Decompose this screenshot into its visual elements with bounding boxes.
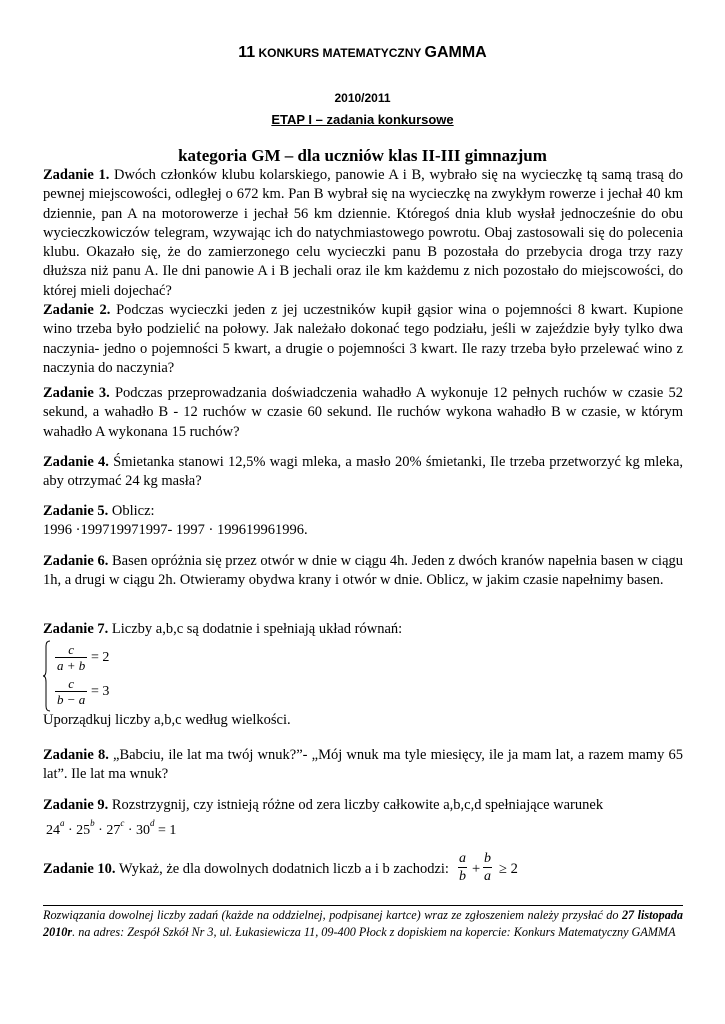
task-label: Zadanie 10. xyxy=(43,861,116,877)
title-number: 11 xyxy=(238,44,256,61)
fraction-numerator: a xyxy=(459,851,466,866)
task-8 xyxy=(43,746,683,785)
task-text: Podczas przeprowadzania doświadczenia wahadło A wykonuje 12 pełnych ruchów w czasie 52 sekund, a wahadło B - 12 ruchów w czasie 60 sekund. Ile ruchów wykona wahadło B w czasie, w którym wahadło A wykonana 15 ruchów? xyxy=(43,385,683,440)
equation-system xyxy=(43,640,133,712)
exponent-b: b xyxy=(90,818,95,828)
task-label: Zadanie 1. xyxy=(43,167,110,183)
category-heading: kategoria GM – dla uczniów klas II-III gimnazjum xyxy=(178,146,547,165)
formula-rhs: = 1 xyxy=(158,823,177,838)
equation-1-rhs: = 2 xyxy=(91,650,110,665)
equation-2-denominator: b − a xyxy=(57,692,86,707)
footer-deadline: 27 listopada 2010r xyxy=(43,908,683,939)
exponent-d: d xyxy=(150,818,155,828)
task-text: Basen opróżnia się przez otwór w dnie w ciągu 4h. Jeden z dwóch kranów napełnia basen w ciągu 1h, a drugi w ciągu 2h. Otwieramy obydwa krany i otwór w dnie. Oblicz, w jakim czasie napełnimy basen. xyxy=(43,553,684,589)
base-3: 27 xyxy=(106,823,121,838)
fraction-denominator: b xyxy=(459,869,466,884)
task-label: Zadanie 4. xyxy=(43,454,109,470)
fraction-a-over-b xyxy=(458,850,467,885)
equation-2-numerator: c xyxy=(68,676,75,691)
task-label: Zadanie 2. xyxy=(43,302,111,318)
task-label: Zadanie 9. xyxy=(43,797,109,813)
equation-1-fraction xyxy=(55,642,87,673)
task-6 xyxy=(43,552,683,591)
equation-2-rhs: = 3 xyxy=(91,684,110,699)
task-2 xyxy=(43,301,683,378)
inequality-rhs: ≥ 2 xyxy=(499,861,518,877)
task-text: „Babciu, ile lat ma twój wnuk?”- „Mój wnuk ma tyle miesięcy, ile ja mam lat, a razem mamy 65 lat”. Ile lat ma wnuk? xyxy=(43,747,684,783)
exponent-a: a xyxy=(60,818,65,828)
task-text: Oblicz: xyxy=(108,503,155,519)
task-7 xyxy=(43,620,683,639)
task-text: Liczby a,b,c są dodatnie i spełniają układ równań: xyxy=(108,621,403,637)
task-text: Podczas wycieczki jeden z jej uczestników kupił gąsior wina o pojemności 8 kwart. Kupione wino trzeba było podzielić na połowy. Jak należało dokonać tego podziału, jeśli w zajeździe były tylko dwa naczynia- jedno o pojemności 5 kwart, a drugie o pojemności 3 kwart. Ile razy trzeba było przelewać wino z naczynia do naczynia? xyxy=(43,302,684,376)
fraction-denominator: a xyxy=(484,869,491,884)
task-label: Zadanie 3. xyxy=(43,385,110,401)
task-5 xyxy=(43,502,683,541)
footer-text-2: . na adres: Zespół Szkół Nr 3, ul. Łukasiewicza 11, 09-400 Płock z dopiskiem na kopercie: Konkurs Matematyczny GAMMA xyxy=(72,925,676,939)
submission-footer xyxy=(43,907,683,941)
contest-title xyxy=(0,44,725,62)
left-brace-icon xyxy=(43,640,51,712)
base-2: 25 xyxy=(76,823,91,838)
footer-divider xyxy=(43,905,683,906)
task-9-formula: $24^a \cdot 25^b \cdot 27^c \cdot 30^d = 1$ xyxy=(46,818,177,838)
task-text: Rozstrzygnij, czy istnieją różne od zera liczby całkowite a,b,c,d spełniające warunek xyxy=(108,797,604,813)
title-name: GAMMA xyxy=(424,44,487,61)
task-label: Zadanie 5. xyxy=(43,503,109,519)
task-text: Dwóch członków klubu kolarskiego, panowie A i B, wybrało się na wycieczkę tą samą trasą do pewnej miejscowości, odległej o 672 km. Pan B wybrał się na wycieczkę na zwykłym rowerze i jechał 40 km dziennie, pan A na motorowerze i jechał 56 km dziennie. Któregoś dnia klub wysłał jednocześnie do obu wycieczkowiczów telegram, wzywając ich do natychmiastowego powrotu. Obaj zastosowali się do polecenia klubu. Okazało się, że do zamierzonego celu wycieczki panu B pozostała do przebycia droga trzy razy dłuższa niż panu A. Ile dni panowie A i B jechali oraz ile km każdemu z nich pozostało do miejscowości, do której mieli dojechać? xyxy=(43,167,683,299)
task-10 xyxy=(43,861,449,878)
plus-sign: + xyxy=(472,861,481,877)
base-1: 24 xyxy=(46,823,60,838)
school-year: 2010/2011 xyxy=(334,91,391,105)
equation-1-denominator: a + b xyxy=(57,658,86,673)
task-5-expression: 1996 ·199719971997- 1997 · 199619961996. xyxy=(43,522,308,539)
title-words: KONKURS MATEMATYCZNY xyxy=(255,46,425,60)
task-label: Zadanie 6. xyxy=(43,553,109,569)
fraction-b-over-a xyxy=(483,850,492,885)
task-3 xyxy=(43,384,683,442)
equation-1-numerator: c xyxy=(68,642,75,657)
footer-text-1: Rozwiązania dowolnej liczby zadań (każde na oddzielnej, podpisanej kartce) wraz ze zgłoszeniem należy przysłać do xyxy=(43,908,622,922)
task-9 xyxy=(43,796,683,815)
equation-2-fraction xyxy=(55,676,87,707)
task-text: Wykaż, że dla dowolnych dodatnich liczb a i b zachodzi: xyxy=(115,861,449,877)
task-text: Śmietanka stanowi 12,5% wagi mleka, a masło 20% śmietanki, Ile trzeba przetworzyć kg mleka, aby otrzymać 24 kg masła? xyxy=(43,454,684,490)
task-label: Zadanie 8. xyxy=(43,747,109,763)
stage-heading: ETAP I – zadania konkursowe xyxy=(271,112,454,127)
task-text: Uporządkuj liczby a,b,c według wielkości. xyxy=(43,712,291,728)
task-7-instruction xyxy=(43,711,683,730)
exponent-c: c xyxy=(120,818,125,828)
base-4: 30 xyxy=(136,823,151,838)
task-4 xyxy=(43,453,683,492)
fraction-numerator: b xyxy=(484,851,491,866)
task-label: Zadanie 7. xyxy=(43,621,109,637)
task-1 xyxy=(43,166,683,301)
